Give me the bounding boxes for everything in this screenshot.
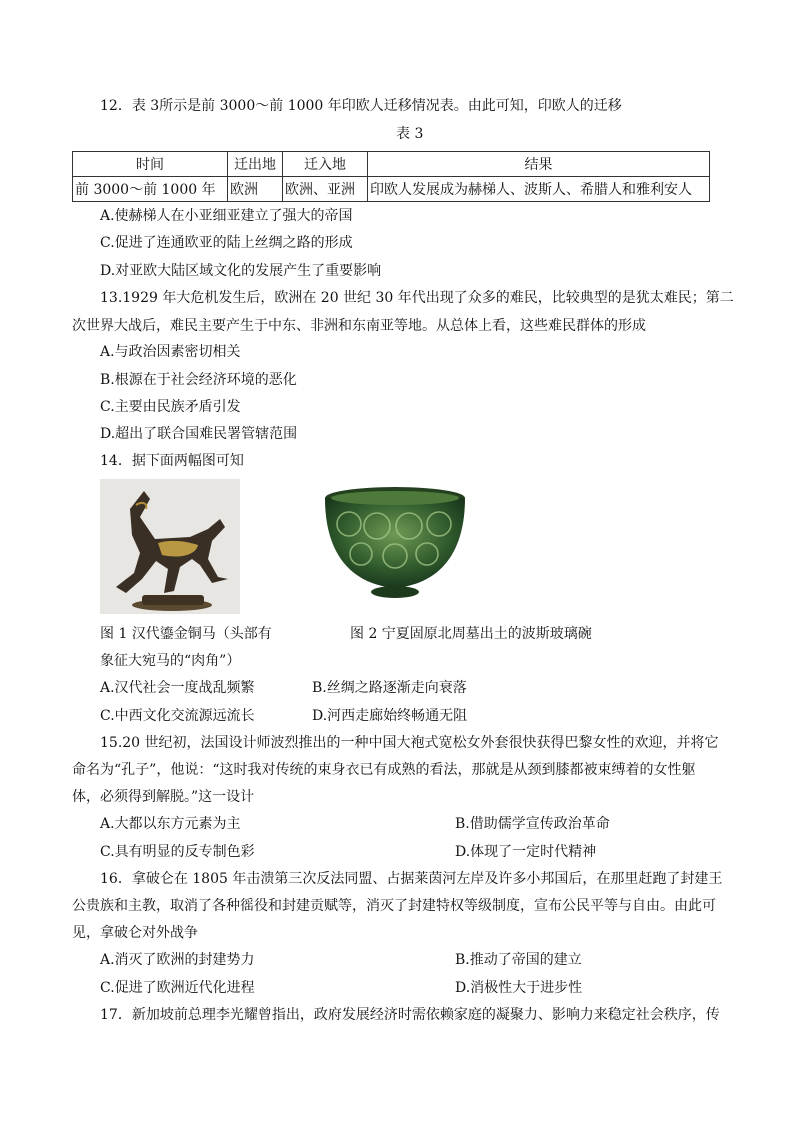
table-header-cell: 时间 — [73, 152, 228, 177]
q12-option-c: C.促进了连通欧亚的陆上丝绸之路的形成 — [100, 235, 353, 251]
q14-option-a: A.汉代社会一度战乱频繁 — [100, 680, 255, 696]
migration-table — [72, 151, 710, 202]
q16-stem-line1: 16．拿破仑在 1805 年击溃第三次反法同盟、占据莱茵河左岸及许多小邦国后，在那里赶跑了封建王 — [100, 871, 723, 887]
q13-option-d: D.超出了联合国难民署管辖范围 — [100, 426, 298, 442]
fig1-caption-line1: 图 1 汉代鎏金铜马（头部有 — [100, 626, 272, 642]
q16-option-c: C.促进了欧洲近代化进程 — [100, 980, 255, 996]
q13-option-c: C.主要由民族矛盾引发 — [100, 399, 241, 415]
q15-stem-line1: 15.20 世纪初，法国设计师波烈推出的一种中国大袍式宽松女外套很快获得巴黎女性的欢迎，并将它 — [100, 735, 719, 751]
table-cell: 欧洲、亚洲 — [283, 177, 368, 202]
glass-bowl-image — [315, 484, 475, 602]
fig2-caption: 图 2 宁夏固原北周墓出土的波斯玻璃碗 — [350, 626, 592, 642]
q14-option-c: C.中西文化交流源远流长 — [100, 708, 255, 724]
q15-stem-line3: 体，必须得到解脱。”这一设计 — [72, 789, 255, 805]
table-cell: 欧洲 — [228, 177, 283, 202]
q14-option-b: B.丝绸之路逐渐走向衰落 — [312, 680, 467, 696]
q14-stem: 14．据下面两幅图可知 — [100, 453, 244, 469]
bronze-horse-image — [100, 479, 240, 614]
q15-option-b: B.借助儒学宣传政治革命 — [455, 816, 610, 832]
table-row — [73, 177, 710, 202]
q15-option-a: A.大都以东方元素为主 — [100, 816, 241, 832]
table-cell: 前 3000～前 1000 年 — [73, 177, 228, 202]
q16-stem-line2: 公贵族和主教，取消了各种徭役和封建贡赋等，消灭了封建特权等级制度，宣布公民平等与自由。由此可 — [72, 898, 716, 914]
q16-option-a: A.消灭了欧洲的封建势力 — [100, 952, 255, 968]
table-header-cell: 迁出地 — [228, 152, 283, 177]
q13-option-b: B.根源在于社会经济环境的恶化 — [100, 372, 297, 388]
q17-stem-line1: 17．新加坡前总理李光耀曾指出，政府发展经济时需依赖家庭的凝聚力、影响力来稳定社会秩序，传 — [100, 1007, 720, 1023]
q16-option-b: B.推动了帝国的建立 — [455, 952, 582, 968]
q12-option-a: A.使赫梯人在小亚细亚建立了强大的帝国 — [100, 208, 353, 224]
q13-stem-line1: 13.1929 年大危机发生后，欧洲在 20 世纪 30 年代出现了众多的难民，比较典型的是犹太难民；第二 — [100, 290, 734, 306]
q15-option-d: D.体现了一定时代精神 — [455, 844, 597, 860]
table-cell: 印欧人发展成为赫梯人、波斯人、希腊人和雅利安人 — [368, 177, 710, 202]
q13-stem-line2: 次世界大战后，难民主要产生于中东、非洲和东南亚等地。从总体上看，这些难民群体的形成 — [72, 318, 646, 334]
q14-option-d: D.河西走廊始终畅通无阻 — [312, 708, 468, 724]
q16-option-d: D.消极性大于进步性 — [455, 980, 583, 996]
table-header-cell: 迁入地 — [283, 152, 368, 177]
table-caption: 表 3 — [396, 126, 424, 142]
table-header-row — [73, 152, 710, 177]
q16-stem-line3: 见，拿破仑对外战争 — [72, 925, 198, 941]
fig1-caption-line2: 象征大宛马的“肉角”） — [100, 653, 241, 669]
q12-option-d: D.对亚欧大陆区域文化的发展产生了重要影响 — [100, 263, 382, 279]
q13-option-a: A.与政治因素密切相关 — [100, 344, 241, 360]
table-header-cell: 结果 — [368, 152, 710, 177]
q15-stem-line2: 命名为“孔子”，他说：“这时我对传统的束身衣已有成熟的看法，那就是从颈到膝都被束缚着的女性躯 — [72, 762, 696, 778]
q12-stem: 12．表 3所示是前 3000～前 1000 年印欧人迁移情况表。由此可知，印欧人的迁移 — [100, 98, 622, 114]
q15-option-c: C.具有明显的反专制色彩 — [100, 844, 255, 860]
